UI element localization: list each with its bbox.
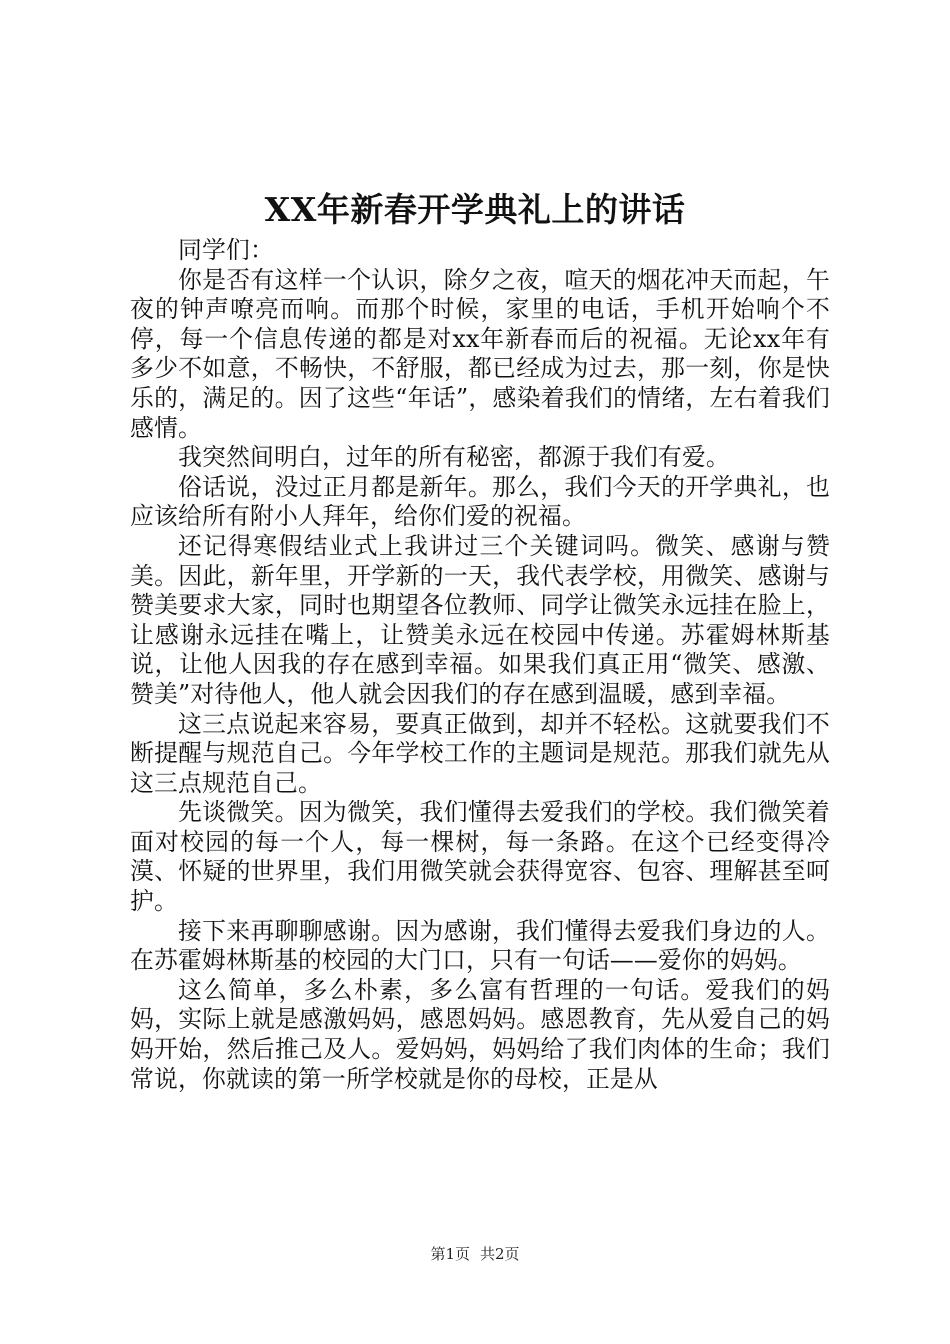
paragraph: 接下来再聊聊感谢。因为感谢，我们懂得去爱我们身边的人。在苏霍姆林斯基的校园的大门口，只有一句话——爱你的妈妈。 xyxy=(130,916,830,975)
page-total: 共2页 xyxy=(480,1245,520,1263)
paragraph: 你是否有这样一个认识，除夕之夜，喧天的烟花冲天而起，午夜的钟声嘹亮而响。而那个时候，家里的电话，手机开始响个不停，每一个信息传递的都是对xx年新春而后的祝福。无论xx年有多少不如意，不畅快，不舒服，都已经成为过去，那一刻，你是快乐的，满足的。因了这些“年话”，感染着我们的情绪，左右着我们感情。 xyxy=(130,265,830,442)
paragraph: 先谈微笑。因为微笑，我们懂得去爱我们的学校。我们微笑着面对校园的每一个人，每一棵树，每一条路。在这个已经变得冷漠、怀疑的世界里，我们用微笑就会获得宽容、包容、理解甚至呵护。 xyxy=(130,798,830,916)
document-title: XX年新春开学典礼上的讲话 xyxy=(264,190,686,229)
paragraph: 我突然间明白，过年的所有秘密，都源于我们有爱。 xyxy=(178,443,730,472)
paragraph: 这三点说起来容易，要真正做到，却并不轻松。这就要我们不断提醒与规范自己。今年学校工作的主题词是规范。那我们就先从这三点规范自己。 xyxy=(130,709,830,797)
paragraph: 这么简单，多么朴素，多么富有哲理的一句话。爱我们的妈妈，实际上就是感激妈妈，感恩妈妈。感恩教育，先从爱自己的妈妈开始，然后推己及人。爱妈妈，妈妈给了我们肉体的生命；我们常说，你就读的第一所学校就是你的母校，正是从 xyxy=(130,975,830,1093)
paragraph: 还记得寒假结业式上我讲过三个关键词吗。微笑、感谢与赞美。因此，新年里，开学新的一天，我代表学校，用微笑、感谢与赞美要求大家，同时也期望各位教师、同学让微笑永远挂在脸上，让感谢永远挂在嘴上，让赞美永远在校园中传递。苏霍姆林斯基说，让他人因我的存在感到幸福。如果我们真正用“微笑、感激、赞美”对待他人，他人就会因我们的存在感到温暖，感到幸福。 xyxy=(130,531,830,708)
page-footer xyxy=(0,1244,950,1264)
page-number: 第1页 xyxy=(430,1245,470,1263)
paragraph: 俗话说，没过正月都是新年。那么，我们今天的开学典礼，也应该给所有附小人拜年，给你们爱的祝福。 xyxy=(130,472,830,531)
paragraph-salutation: 同学们： xyxy=(178,236,274,264)
document-body xyxy=(130,236,830,1094)
